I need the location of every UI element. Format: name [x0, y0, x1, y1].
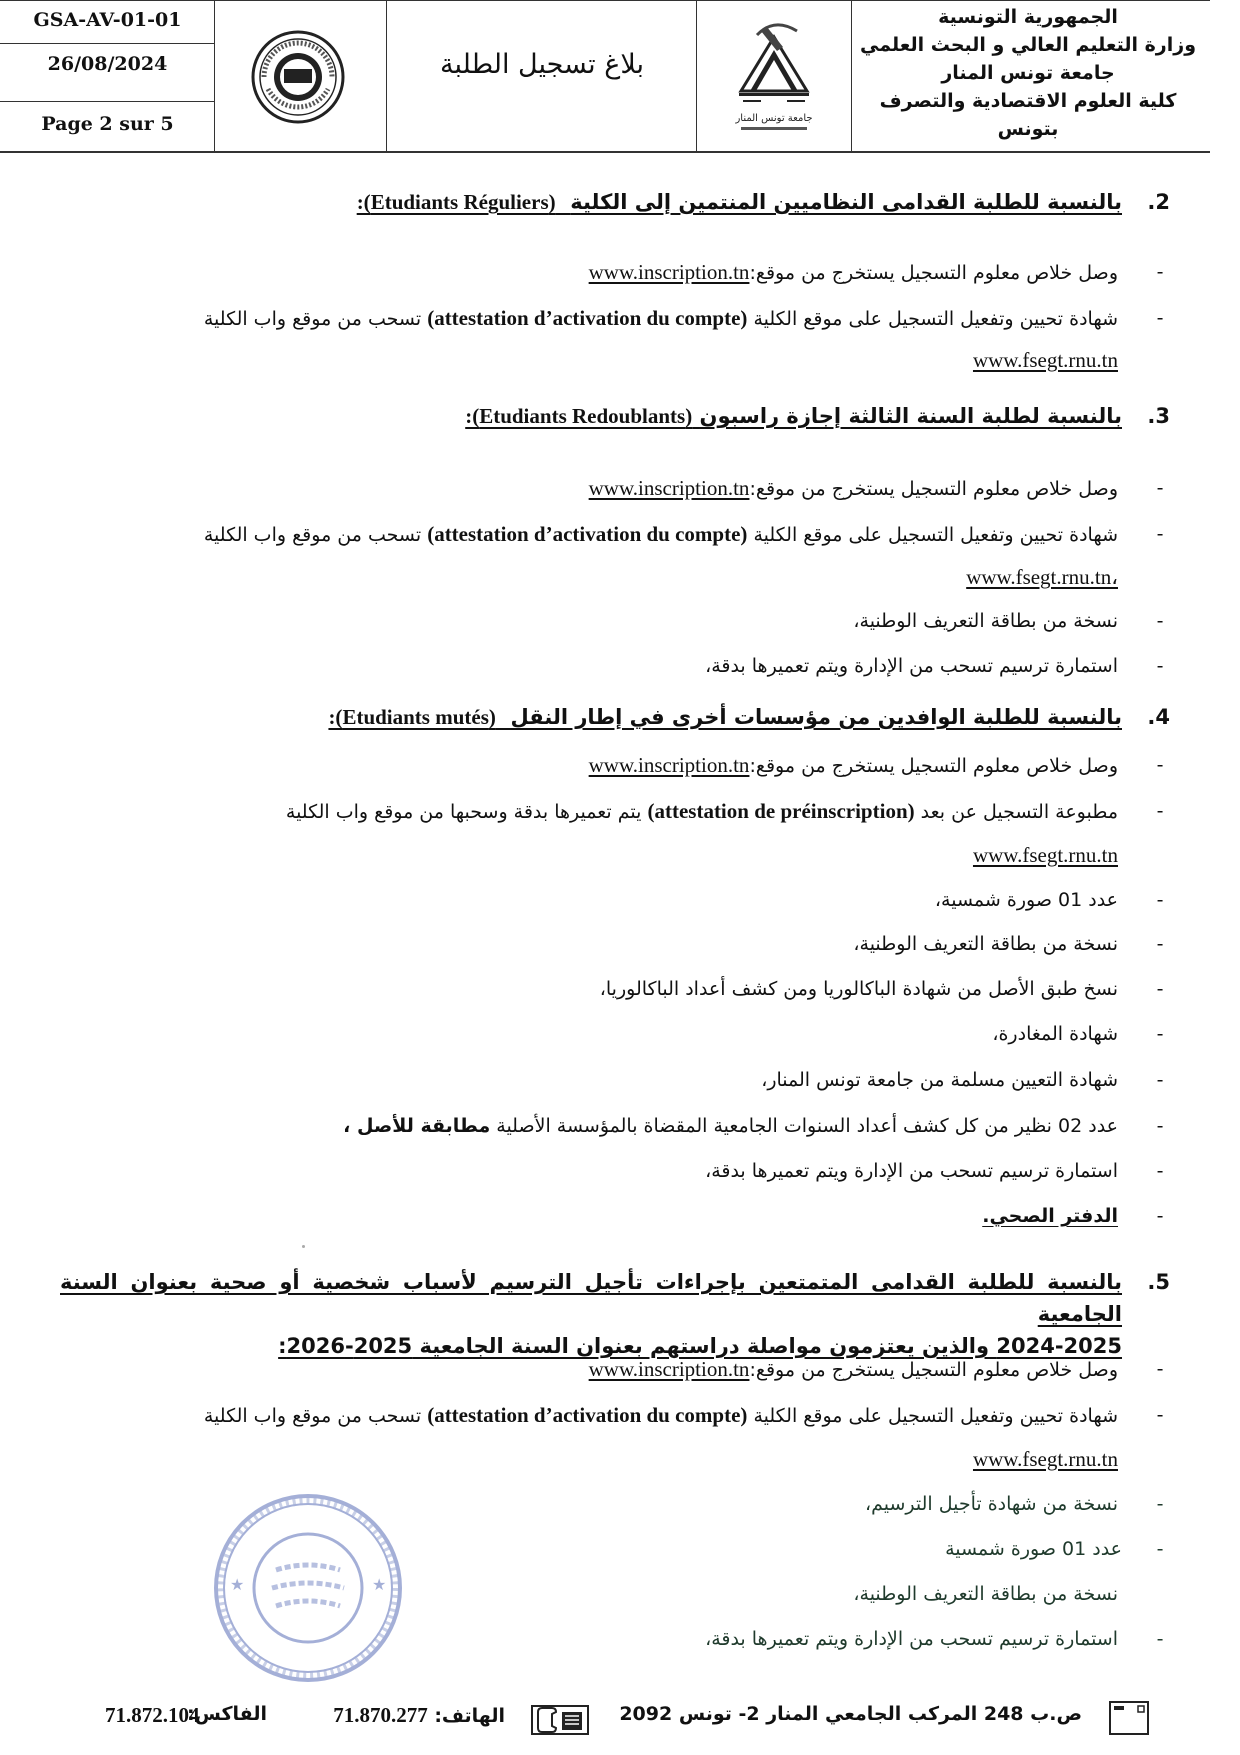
- section-title-line: 2024-2025 والذين يعتزمون مواصلة دراستهم بعنوان السنة الجامعية 2025-2026:: [278, 1334, 1122, 1358]
- doc-code: GSA-AV-01-01: [0, 5, 215, 44]
- section-title-latin: (Etudiants Redoublants):: [465, 404, 693, 428]
- faculty-website-link[interactable]: www.fsegt.rnu.tn: [972, 348, 1118, 372]
- section-title-line: بالنسبة للطلبة القدامى المتمتعين بإجراءات تأجيل الترسيم لأسباب شخصية أو صحية بعنوان السنة الجامعية: [60, 1270, 1122, 1326]
- section-number: 5.: [1147, 1270, 1170, 1294]
- section-number: 2.: [1147, 190, 1170, 214]
- list-item: - استمارة ترسيم تسحب من الإدارة ويتم تعميرها بدقة،: [705, 655, 1164, 677]
- section-title: بالنسبة للطلبة الوافدين من مؤسسات أخرى في إطار النقل: [510, 705, 1122, 729]
- list-item: - وصل خلاص معلوم التسجيل يستخرج من موقع:www.inscription.tn: [588, 476, 1164, 500]
- official-stamp-icon: [210, 1490, 406, 1686]
- list-item-continuation: [973, 348, 1118, 373]
- list-item: - عدد 01 صورة شمسية،: [934, 889, 1164, 911]
- footer-fax-label: الفاكس:: [187, 1703, 267, 1725]
- faculty-website-link[interactable]: www.fsegt.rnu.tn: [972, 1447, 1118, 1471]
- list-item: - شهادة تحيين وتفعيل التسجيل على موقع الكلية (attestation d’activation du compte) تسحب من موقع واب الكلية: [203, 1403, 1164, 1427]
- institution-line: كلية العلوم الاقتصادية والتصرف بتونس: [879, 90, 1177, 140]
- institution-line: وزارة التعليم العالي و البحث العلمي: [860, 34, 1196, 56]
- inscription-link[interactable]: www.inscription.tn: [588, 1357, 750, 1381]
- document-footer: [0, 1685, 1240, 1745]
- page-number: Page 2 sur 5: [41, 113, 174, 135]
- faculty-website-link[interactable]: www.fsegt.rnu.tn: [972, 843, 1118, 867]
- doc-date: 26/08/2024: [0, 49, 215, 102]
- list-item: - مطبوعة التسجيل عن بعد (attestation de préinscription) يتم تعميرها بدقة وسحبها من موقع واب الكلية: [285, 799, 1164, 823]
- list-item: - وصل خلاص معلوم التسجيل يستخرج من موقع:www.inscription.tn: [588, 1357, 1164, 1381]
- footer-fax: 71.872.104: [105, 1703, 200, 1727]
- institution-line: الجمهورية التونسية: [938, 6, 1118, 28]
- svg-text:★: ★: [230, 1575, 245, 1594]
- list-item: - استمارة ترسيم تسحب من الإدارة ويتم تعميرها بدقة،: [705, 1160, 1164, 1182]
- svg-text:جامعة تونس المنار: جامعة تونس المنار: [735, 113, 813, 124]
- document-title: بلاغ تسجيل الطلبة: [440, 49, 644, 80]
- faculty-website-link[interactable]: www.fsegt.rnu.tn،: [966, 565, 1118, 589]
- list-item-continuation: [973, 1447, 1118, 1472]
- list-item: - الدفتر الصحي.: [982, 1205, 1164, 1227]
- list-item-continuation: [966, 565, 1118, 590]
- list-item: - نسخة من بطاقة التعريف الوطنية،: [853, 933, 1164, 955]
- list-item: - نسخة من شهادة تأجيل الترسيم،: [864, 1493, 1164, 1515]
- section-heading-4: [328, 705, 1170, 730]
- list-item: - نسخة من بطاقة التعريف الوطنية،: [853, 610, 1164, 632]
- institution-line: جامعة تونس المنار: [941, 62, 1115, 84]
- section-number: 4.: [1147, 705, 1170, 729]
- list-item: - شهادة المغادرة،: [992, 1023, 1164, 1045]
- section-title: بالنسبة لطلبة السنة الثالثة إجازة راسبون: [699, 404, 1122, 428]
- list-item: - عدد 01 صورة شمسية: [945, 1538, 1164, 1560]
- scan-speck: [302, 1245, 305, 1248]
- list-item: - شهادة التعيين مسلمة من جامعة تونس المنار،: [761, 1069, 1164, 1091]
- list-item-continuation: [973, 843, 1118, 868]
- list-item: - عدد 02 نظير من كل كشف أعداد السنوات الجامعية المقضاة بالمؤسسة الأصلية مطابقة للأصل ،: [343, 1115, 1164, 1137]
- list-item: - وصل خلاص معلوم التسجيل يستخرج من موقع:www.inscription.tn: [588, 753, 1164, 777]
- section-title-latin: (Etudiants Réguliers):: [356, 190, 556, 214]
- section-number: 3.: [1147, 404, 1170, 428]
- inscription-link[interactable]: www.inscription.tn: [588, 476, 750, 500]
- svg-text:★: ★: [372, 1575, 387, 1594]
- list-item: - وصل خلاص معلوم التسجيل يستخرج من موقع:www.inscription.tn: [588, 260, 1164, 284]
- section-heading-2: [357, 190, 1170, 215]
- list-item: - شهادة تحيين وتفعيل التسجيل على موقع الكلية (attestation d’activation du compte) تسحب من موقع واب الكلية: [203, 522, 1164, 546]
- section-heading-5: [60, 1266, 1170, 1362]
- footer-address: ص.ب 248 المركب الجامعي المنار 2- تونس 2092: [619, 1703, 1082, 1725]
- section-title: بالنسبة للطلبة القدامى النظاميين المنتمين إلى الكلية: [570, 190, 1122, 214]
- inscription-link[interactable]: www.inscription.tn: [588, 753, 750, 777]
- list-item: - استمارة ترسيم تسحب من الإدارة ويتم تعميرها بدقة،: [705, 1628, 1164, 1650]
- inscription-link[interactable]: www.inscription.tn: [588, 260, 750, 284]
- list-item: - شهادة تحيين وتفعيل التسجيل على موقع الكلية (attestation d’activation du compte) تسحب من موقع واب الكلية: [203, 306, 1164, 330]
- list-item: - نسخ طبق الأصل من شهادة الباكالوريا ومن كشف أعداد الباكالوريا،: [599, 978, 1164, 1000]
- footer-phone: الهاتف: 71.870.277: [333, 1703, 505, 1727]
- section-title-latin: (Etudiants mutés):: [328, 705, 496, 729]
- list-item: نسخة من بطاقة التعريف الوطنية،: [853, 1583, 1118, 1605]
- section-heading-3: [465, 404, 1170, 429]
